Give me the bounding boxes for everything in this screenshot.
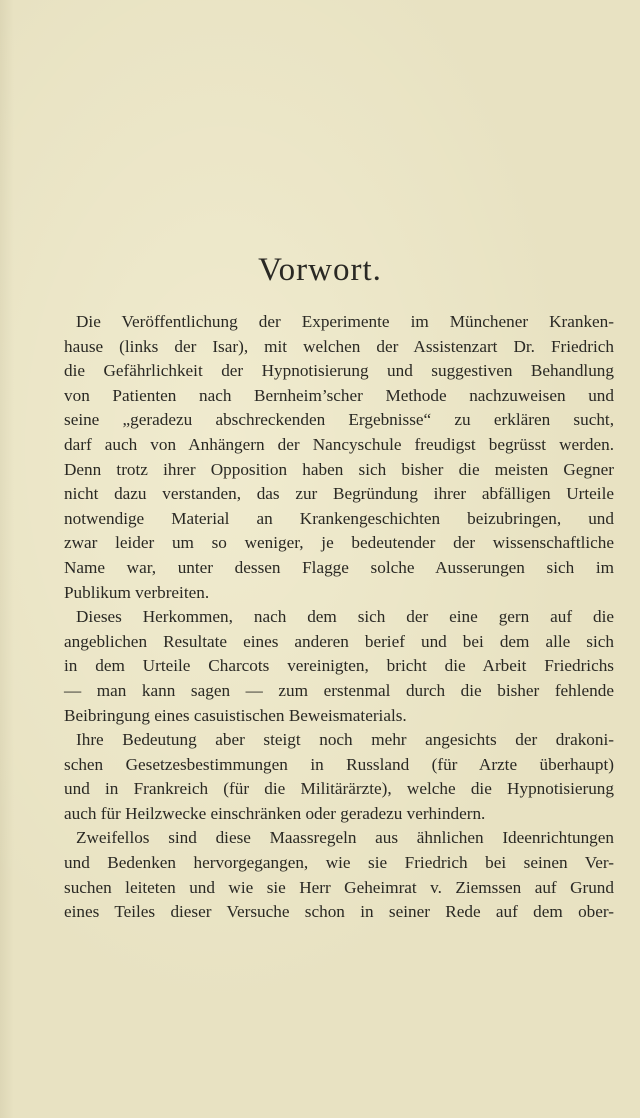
text-line: eines Teiles dieser Versuche schon in seiner Rede auf dem ober- bbox=[64, 902, 614, 922]
text-line: in dem Urteile Charcots vereinigten, bricht die Arbeit Friedrichs bbox=[64, 656, 614, 676]
text-line: Die Veröffentlichung der Experimente im Münchener Kranken- bbox=[76, 312, 614, 331]
text-line: auch für Heilzwecke einschränken oder geradezu verhindern. bbox=[64, 803, 486, 823]
text-line: nicht dazu verstanden, das zur Begründung ihrer abfälligen Urteile bbox=[64, 484, 614, 504]
text-line: Denn trotz ihrer Opposition haben sich bisher die meisten Gegner bbox=[64, 459, 614, 479]
text-line: zwar leider um so weniger, je bedeutender der wissenschaftliche bbox=[64, 533, 614, 553]
text-line: Zweifellos sind diese Maassregeln aus ähnlichen Ideenrichtungen bbox=[76, 828, 614, 848]
text-line: und in Frankreich (für die Militärärzte), welche die Hypnotisierung bbox=[64, 779, 614, 799]
text-line: schen Gesetzesbestimmungen in Russland (für Arzte überhaupt) bbox=[64, 754, 614, 774]
text-line: darf auch von Anhängern der Nancyschule freudigst begrüsst werden. bbox=[64, 434, 614, 454]
text-line: Ihre Bedeutung aber steigt noch mehr angesichts der drakoni- bbox=[76, 730, 614, 750]
text-line: — man kann sagen — zum erstenmal durch die bisher fehlende bbox=[64, 680, 614, 700]
text-line: Dieses Herkommen, nach dem sich der eine gern auf die bbox=[76, 607, 614, 627]
text-line: die Gefährlichkeit der Hypnotisierung und suggestiven Behandlung bbox=[64, 361, 614, 381]
text-line: von Patienten nach Bernheim’scher Methode nachzuweisen und bbox=[64, 385, 614, 405]
text-line: Beibringung eines casuistischen Beweismaterials. bbox=[64, 705, 407, 725]
text-line: und Bedenken hervorgegangen, wie sie Friedrich bei seinen Ver- bbox=[64, 853, 614, 873]
text-line: angeblichen Resultate eines anderen berief und bei dem alle sich bbox=[64, 631, 614, 651]
text-line: Name war, unter dessen Flagge solche Ausserungen sich im bbox=[64, 557, 614, 577]
text-line: notwendige Material an Krankengeschichten beizubringen, und bbox=[64, 508, 614, 528]
text-line: seine „geradezu abschreckenden Ergebnisse“ zu erklären sucht, bbox=[64, 410, 614, 430]
text-line: hause (links der Isar), mit welchen der Assistenzart Dr. Friedrich bbox=[64, 336, 614, 356]
body-text bbox=[64, 310, 614, 925]
page-title: Vorwort. bbox=[258, 252, 382, 288]
text-line: suchen leiteten und wie sie Herr Geheimrat v. Ziemssen auf Grund bbox=[64, 877, 614, 897]
text-line: Publikum verbreiten. bbox=[64, 582, 210, 602]
